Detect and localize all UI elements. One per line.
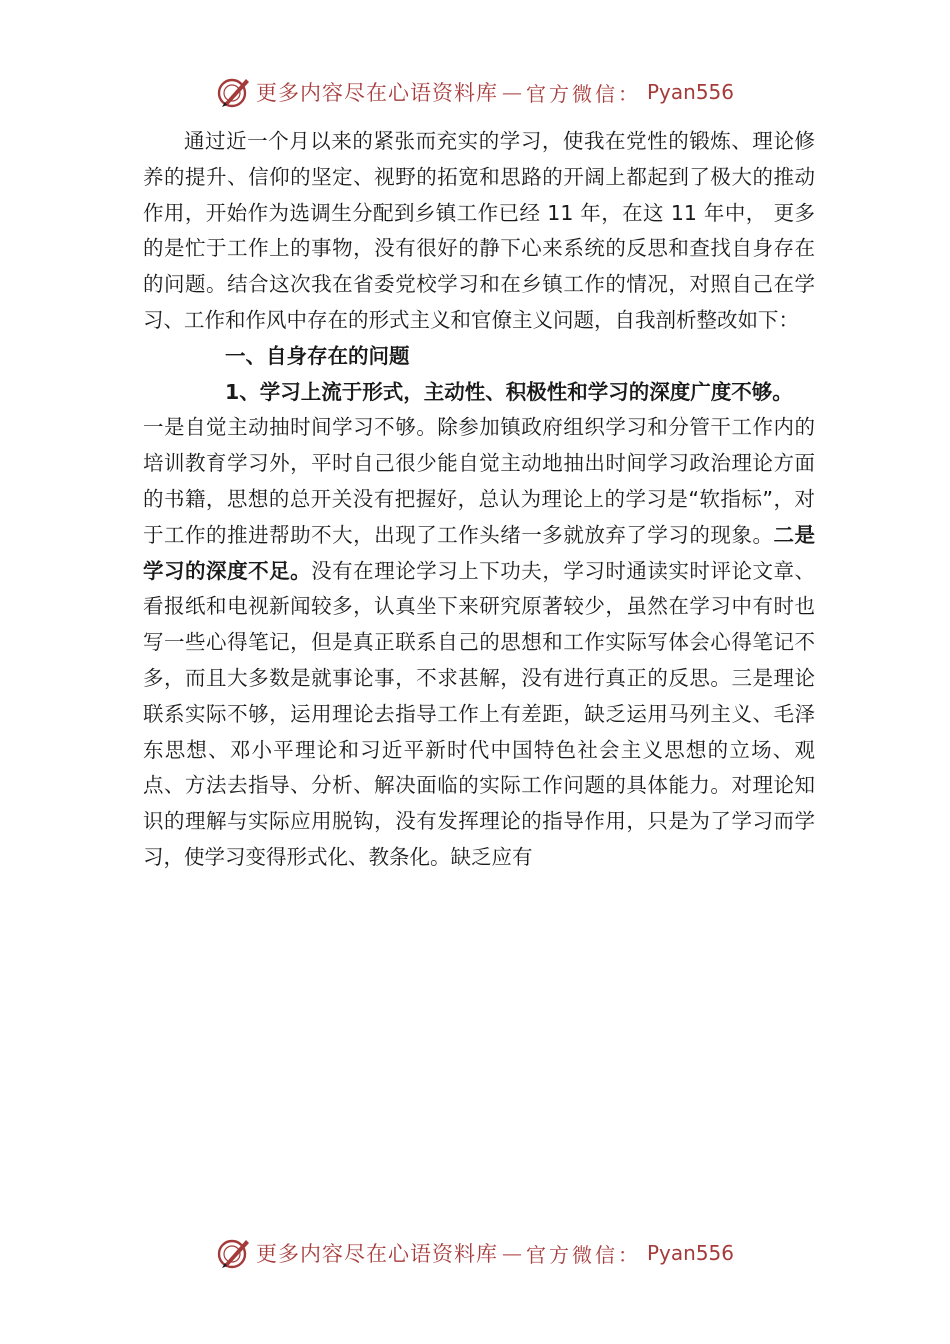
pen-logo-icon	[216, 74, 252, 110]
header-banner-text: 更多内容尽在心语资料库	[255, 81, 498, 105]
section-heading: 一、自身存在的问题	[225, 343, 410, 368]
footer-banner	[0, 1233, 950, 1273]
header-wechat-label: 官方微信：	[525, 81, 641, 106]
footer-wechat-label: 官方微信：	[525, 1242, 641, 1267]
header-banner	[0, 72, 950, 112]
pen-logo-icon	[216, 1235, 252, 1271]
header-separator: —	[501, 80, 522, 104]
document-body	[143, 124, 815, 876]
body-bold-phrase: 二是学习的深度不足。	[143, 522, 816, 583]
body-paragraph	[143, 410, 815, 875]
footer-wechat-id: Pyan556	[646, 1241, 734, 1265]
header-wechat-id: Pyan556	[646, 80, 734, 104]
intro-paragraph: 通过近一个月以来的紧张而充实的学习，使我在党性的锻炼、理论修养的提升、信仰的坚定、视野的拓宽和思路的开阔上都起到了极大的推动作用，开始作为选调生分配到乡镇工作已经 11 年，在这 11 年中， 更多的是忙于工作上的事物，没有很好的静下心来系统的反思和查找自身存在的问题。结合这次我在省委党校学习和在乡镇工作的情况，对照自己在学习、工作和作风中存在的形式主义和官僚主义问题，自我剖析整改如下：	[143, 129, 815, 332]
body-text-part1: 一是自觉主动抽时间学习不够。除参加镇政府组织学习和分管干工作内的培训教育学习外，平时自己很少能自觉主动地抽出时间学习政治理论方面的书籍，思想的总开关没有把握好，总认为理论上的学习是“软指标”，对于工作的推进帮助不大，出现了工作头绪一多就放弃了学习的现象。	[143, 415, 815, 547]
footer-separator: —	[501, 1241, 522, 1265]
subsection-heading: 1、学习上流于形式，主动性、积极性和学习的深度广度不够。	[225, 379, 793, 404]
footer-banner-text: 更多内容尽在心语资料库	[255, 1242, 498, 1266]
body-text-part2: 没有在理论学习上下功夫，学习时通读实时评论文章、看报纸和电视新闻较多，认真坐下来研究原著较少，虽然在学习中有时也写一些心得笔记，但是真正联系自己的思想和工作实际写体会心得笔记不多，而且大多数是就事论事，不求甚解，没有进行真正的反思。三是理论联系实际不够，运用理论去指导工作上有差距，缺乏运用马列主义、毛泽东思想、邓小平理论和习近平新时代中国特色社会主义思想的立场、观点、方法去指导、分析、解决面临的实际工作问题的具体能力。对理论知识的理解与实际应用脱钩，没有发挥理论的指导作用，只是为了学习而学习，使学习变得形式化、教条化。缺乏应有	[143, 558, 816, 869]
